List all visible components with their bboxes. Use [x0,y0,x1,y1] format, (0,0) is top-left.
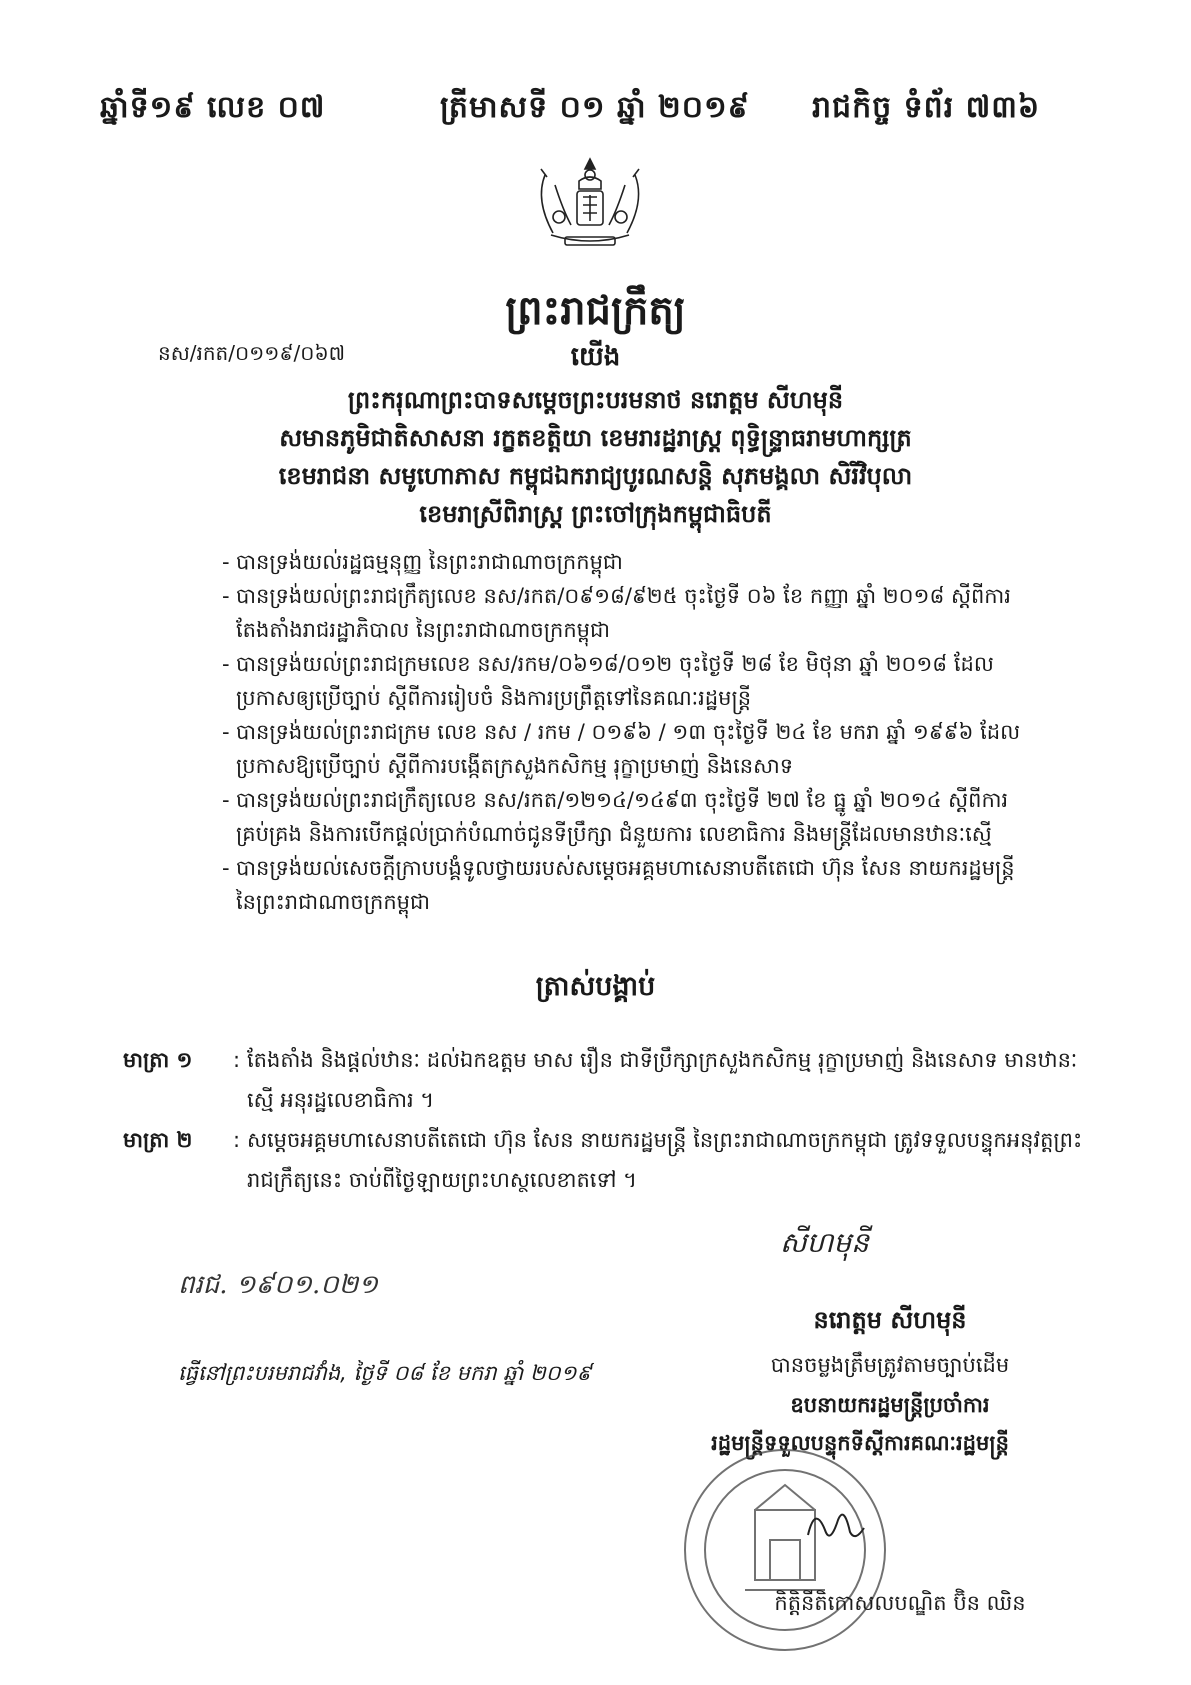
consideration-item: - បានទ្រង់យល់រដ្ឋធម្មនុញ្ញ នៃព្រះរាជាណាចក្រកម្ពុជា [222,550,623,574]
article-2: មាត្រា ២ : សម្តេចអគ្គមហាសេនាបតីតេជោ ហ៊ុន សែន នាយករដ្ឋមន្ត្រី នៃព្រះរាជាណាចក្រកម្ពុជា ត្រូវទទួលបន្ទុកអនុវត្តព្រះរាជក្រឹត្យនេះ ចាប់ពីថ្ងៃឡាយព្រះហស្ថលេខាតទៅ ។ [123,1120,1083,1200]
decides-heading: ត្រាស់បង្គាប់ [535,971,656,1002]
king-title-line: ខេមរាជនា សមូហោភាស កម្ពុជឯករាជ្យបូរណសន្តិ សុភមង្គលា សិរីវិបុលា [278,462,913,490]
countersign-title: រដ្ឋមន្ត្រីទទួលបន្ទុកទីស្តីការគណៈរដ្ឋមន្ត្រី [711,1431,1009,1455]
articles-section [123,1040,1083,1200]
countersigner-name: កិត្តិនីតិកោសលបណ្ឌិត ប៊ិន ឈិន [774,1591,1026,1615]
countersign-title: ឧបនាយករដ្ឋមន្ត្រីប្រចាំការ [790,1393,990,1417]
king-title-line: ព្រះករុណាព្រះបាទសម្តេចព្រះបរមនាថ នរោត្តម សីហមុនី [347,386,844,414]
consideration-item: - បានទ្រង់យល់ព្រះរាជក្រម លេខ នស / រកម / ០១៩៦ / ១៣ ចុះថ្ងៃទី ២៤ ខែ មករា ឆ្នាំ ១៩៩៦ ដែលប្រកាសឱ្យប្រើច្បាប់ ស្តីពីការបង្កើតក្រសួងកសិកម្ម រុក្ខាប្រមាញ់ និងនេសាទ [222,720,1021,778]
gazette-year-issue: ឆ្នាំទី១៩ លេខ ០៧ [100,90,326,125]
consideration-item: - បានទ្រង់យល់ព្រះរាជក្រឹត្យលេខ នស/រកត/១២១៤/១៤៩៣ ចុះថ្ងៃទី ២៧ ខែ ធ្នូ ឆ្នាំ ២០១៤ ស្តីពីការគ្រប់គ្រង និងការបើកផ្តល់ប្រាក់បំណាច់ជូនទីប្រឹក្សា ជំនួយការ លេខាធិការ និងមន្ត្រីដែលមានឋានៈស្មើ [222,788,1009,846]
decree-reference-number: នស/រកត/០១១៩/០៦៧ [158,341,346,365]
royal-coat-of-arms-icon [515,155,665,255]
article-text: តែងតាំង និងផ្តល់ឋានៈ ដល់ឯកឧត្តម មាស រឿន ជាទីប្រឹក្សាក្រសួងកសិកម្ម រុក្ខាប្រមាញ់ និងនេសាទ មានឋានៈស្មើ អនុរដ្ឋលេខាធិការ ។ [247,1048,1078,1112]
gazette-page-number: រាជកិច្ច ទំព័រ ៧៣៦ [812,90,1041,125]
consideration-item: - បានទ្រង់យល់ព្រះរាជក្រមលេខ នស/រកម/០៦១៨/០១២ ចុះថ្ងៃទី ២៨ ខែ មិថុនា ឆ្នាំ ២០១៨ ដែលប្រកាសឲ្យប្រើច្បាប់ ស្តីពីការរៀបចំ និងការប្រព្រឹត្តទៅនៃគណៈរដ្ឋមន្ត្រី [222,652,994,710]
document-title: ព្រះរាជក្រឹត្យ [505,288,686,334]
king-signature: សីហមុនី [780,1226,869,1259]
article-label: មាត្រា ២ [123,1128,193,1152]
article-1: មាត្រា ១ : តែងតាំង និងផ្តល់ឋានៈ ដល់ឯកឧត្តម មាស រឿន ជាទីប្រឹក្សាក្រសួងកសិកម្ម រុក្ខាប្រមាញ់ និងនេសាទ មានឋានៈស្មើ អនុរដ្ឋលេខាធិការ ។ [123,1040,1083,1120]
article-label: មាត្រា ១ [123,1048,193,1072]
certified-copy-line: បានចម្លងត្រឹមត្រូវតាមច្បាប់ដើម [770,1353,1010,1377]
consideration-item: - បានទ្រង់យល់ព្រះរាជក្រឹត្យលេខ នស/រកត/០៩១៨/៩២៥ ចុះថ្ងៃទី ០៦ ខែ កញ្ញា ឆ្នាំ ២០១៨ ស្តីពីការតែងតាំងរាជរដ្ឋាភិបាល នៃព្រះរាជាណាចក្រកម្ពុជា [222,584,1011,642]
countersigner-signature-icon [800,1500,870,1550]
king-title-line: ខេមរាស្រីពិរាស្ត្រ ព្រះចៅក្រុងកម្ពុជាធិបតី [419,500,772,528]
considerations-list [222,545,1037,919]
king-title-line: សមានភូមិជាតិសាសនា រក្ខតខត្តិយា ខេមរារដ្ឋរាស្ត្រ ពុទ្ធិន្ទ្រាធរាមហាក្សត្រ [279,424,912,452]
king-name: នរោត្តម សីហមុនី [813,1306,967,1334]
handwritten-reference: ពរជ. ១៩០១.០២១ [178,1270,378,1300]
official-seal-icon [675,1440,895,1660]
gazette-quarter-date: ត្រីមាសទី ០១ ឆ្នាំ ២០១៩ [440,90,750,125]
place-and-date: ធ្វើនៅព្រះបរមរាជវាំង, ថ្ងៃទី ០៨ ខែ មករា ឆ្នាំ ២០១៩ [178,1361,592,1385]
we-heading: យើង [570,342,621,372]
consideration-item: - បានទ្រង់យល់សេចក្តីក្រាបបង្គំទូលថ្វាយរបស់សម្តេចអគ្គមហាសេនាបតីតេជោ ហ៊ុន សែន នាយករដ្ឋមន្ត្រី នៃព្រះរាជាណាចក្រកម្ពុជា [222,856,1015,914]
article-text: សម្តេចអគ្គមហាសេនាបតីតេជោ ហ៊ុន សែន នាយករដ្ឋមន្ត្រី នៃព្រះរាជាណាចក្រកម្ពុជា ត្រូវទទួលបន្ទុកអនុវត្តព្រះរាជក្រឹត្យនេះ ចាប់ពីថ្ងៃឡាយព្រះហស្ថលេខាតទៅ ។ [247,1128,1083,1192]
